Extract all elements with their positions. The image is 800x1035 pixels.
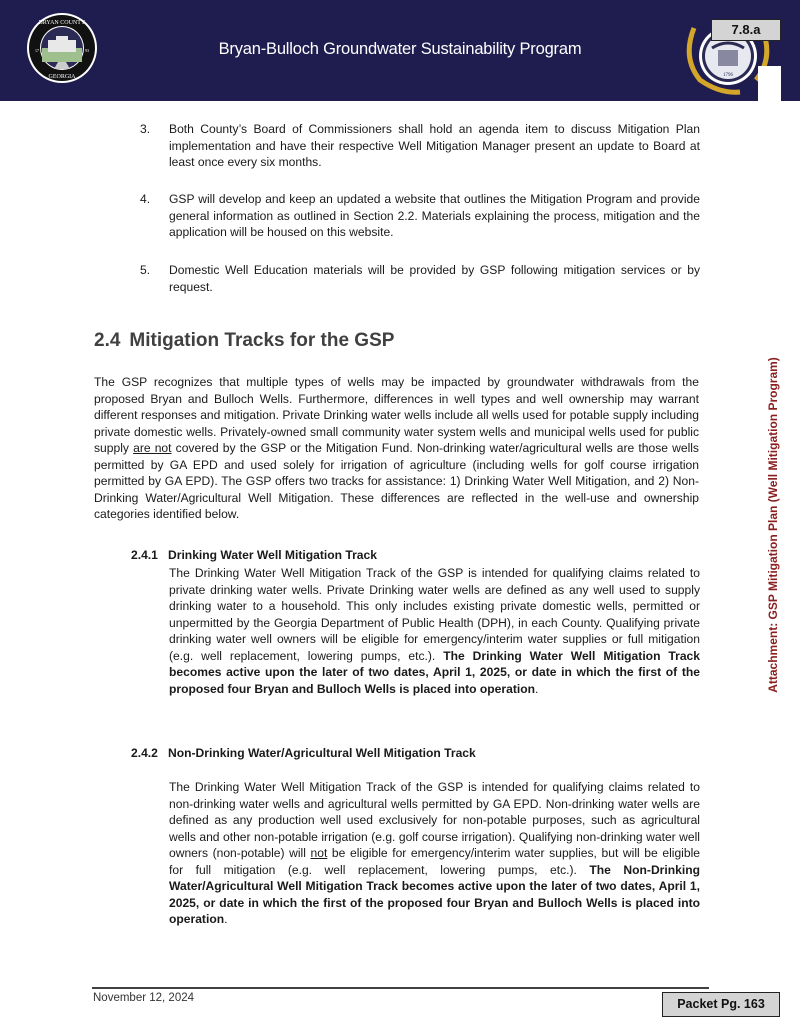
list-text: Both County’s Board of Commissioners shall hold an agenda item to discuss Mitigation Plan implementation and have their respective Well Mitigation Manager present an update to Board at least once every six months. bbox=[169, 122, 700, 169]
paragraph-text: The Drinking Water Well Mitigation Track of the GSP is intended for qualifying claims related to private drinking water wells. Private Drinking water wells are defined as any well used to supply drinking water to a household. This only includes existing private domestic wells, permitted or unpermitted by the Georgia Department of Public Health (DPH), in each County. Qualifying private drinking water well owners will be eligible for emergency/interim water supplies or full mitigation (e.g. well replacement, lowering pumps, etc.). bbox=[169, 566, 700, 663]
paragraph-text: be eligible for emergency/interim water supplies, but will be eligible for full mitigation (e.g. well replacement, lowering pumps, etc.). bbox=[169, 846, 700, 877]
svg-text:BRYAN COUNTY: BRYAN COUNTY bbox=[38, 20, 86, 26]
subsection-number: 2.4.1 bbox=[131, 548, 158, 562]
list-number: 5. bbox=[140, 263, 151, 277]
paragraph-text: The Drinking Water Well Mitigation Track of the GSP is intended for qualifying claims related to non-drinking water wells and agricultural wells permitted by GA EPD. Non-drinking water wells are defined as any production well used exclusively for non-potable purposes, such as agricultural wells and other non-potable irrigation (e.g. golf course irrigation). Qualifying non-drinking water well owners (non-potable) will bbox=[169, 780, 700, 860]
section-title: Mitigation Tracks for the GSP bbox=[129, 330, 395, 351]
underlined-text: not bbox=[310, 846, 328, 860]
underlined-text: are not bbox=[133, 441, 172, 455]
svg-text:17: 17 bbox=[35, 48, 39, 53]
subsection-title: Non-Drinking Water/Agricultural Well Mitigation Track bbox=[168, 746, 476, 760]
list-number: 4. bbox=[140, 192, 151, 206]
list-number: 3. bbox=[140, 122, 151, 136]
list-text: Domestic Well Education materials will be provided by GSP following mitigation services or by request. bbox=[169, 263, 700, 294]
side-label-text: Attachment: GSP Mitigation Plan (Well Mitigation Program) bbox=[766, 356, 780, 693]
list-item bbox=[140, 262, 700, 295]
list-item bbox=[140, 121, 700, 171]
footer-date: November 12, 2024 bbox=[93, 992, 195, 1004]
bold-text: The Drinking Water Well Mitigation Track becomes active upon the later of two dates, April 1, 2025, or date in which the first of the proposed four Bryan and Bulloch Wells is placed into operation bbox=[169, 648, 701, 696]
paragraph-text: . bbox=[535, 681, 539, 696]
footer-divider bbox=[92, 987, 709, 989]
packet-page-badge: Packet Pg. 163 bbox=[662, 992, 780, 1017]
paragraph-text: . bbox=[224, 912, 228, 926]
paragraph-text: The GSP recognizes that multiple types of wells may be impacted by groundwater withdrawals from the proposed Bryan and Bulloch Wells. Furthermore, differences in well types and well ownership may warrant different responses and mitigation. Private Drinking water wells include all wells used for potable supply including private domestic wells. Privately-owned small community water system wells and municipal wells used for public supply bbox=[94, 375, 699, 455]
svg-text:1796: 1796 bbox=[723, 73, 733, 78]
section-paragraph bbox=[94, 374, 699, 523]
subsection-paragraph bbox=[169, 565, 700, 697]
section-heading bbox=[94, 330, 394, 352]
subsection-number: 2.4.2 bbox=[131, 746, 158, 760]
svg-text:GEORGIA: GEORGIA bbox=[48, 74, 76, 80]
attachment-badge: 7.8.a bbox=[711, 19, 781, 41]
attachment-side-label bbox=[763, 337, 783, 712]
header-title: Bryan-Bulloch Groundwater Sustainability Program bbox=[218, 40, 582, 58]
bold-text: The Non-Drinking Water/Agricultural Well Mitigation Track becomes active upon the later of two dates, April 1, 2025, or date in which the first of the proposed four Bryan and Bulloch Wells is placed into operation bbox=[169, 862, 700, 926]
header-tab-block bbox=[758, 66, 781, 101]
subsection-title: Drinking Water Well Mitigation Track bbox=[168, 548, 377, 562]
svg-text:93: 93 bbox=[85, 48, 89, 53]
list-text: GSP will develop and keep an updated a website that outlines the Mitigation Program and provide general information as outlined in Section 2.2. Materials explaining the process, mitigation and the application will be housed on this website. bbox=[169, 192, 700, 239]
subsection-paragraph bbox=[169, 779, 700, 928]
list-item bbox=[140, 191, 700, 241]
page-header bbox=[0, 0, 800, 101]
paragraph-text: covered by the GSP or the Mitigation Fund. Non-drinking water/agricultural wells are those wells permitted by GA EPD and used solely for irrigation of agriculture (including wells for golf course irrigation permitted by GA EPD). The GSP offers two tracks for assistance: 1) Drinking Water Well Mitigation, and 2) Non-Drinking Water/Agricultural Well Mitigation. These differences are reflected in the well-use and ownership categories identified below. bbox=[94, 441, 699, 521]
section-number: 2.4 bbox=[94, 330, 121, 351]
subsection-heading bbox=[131, 746, 476, 760]
subsection-heading bbox=[131, 548, 377, 562]
